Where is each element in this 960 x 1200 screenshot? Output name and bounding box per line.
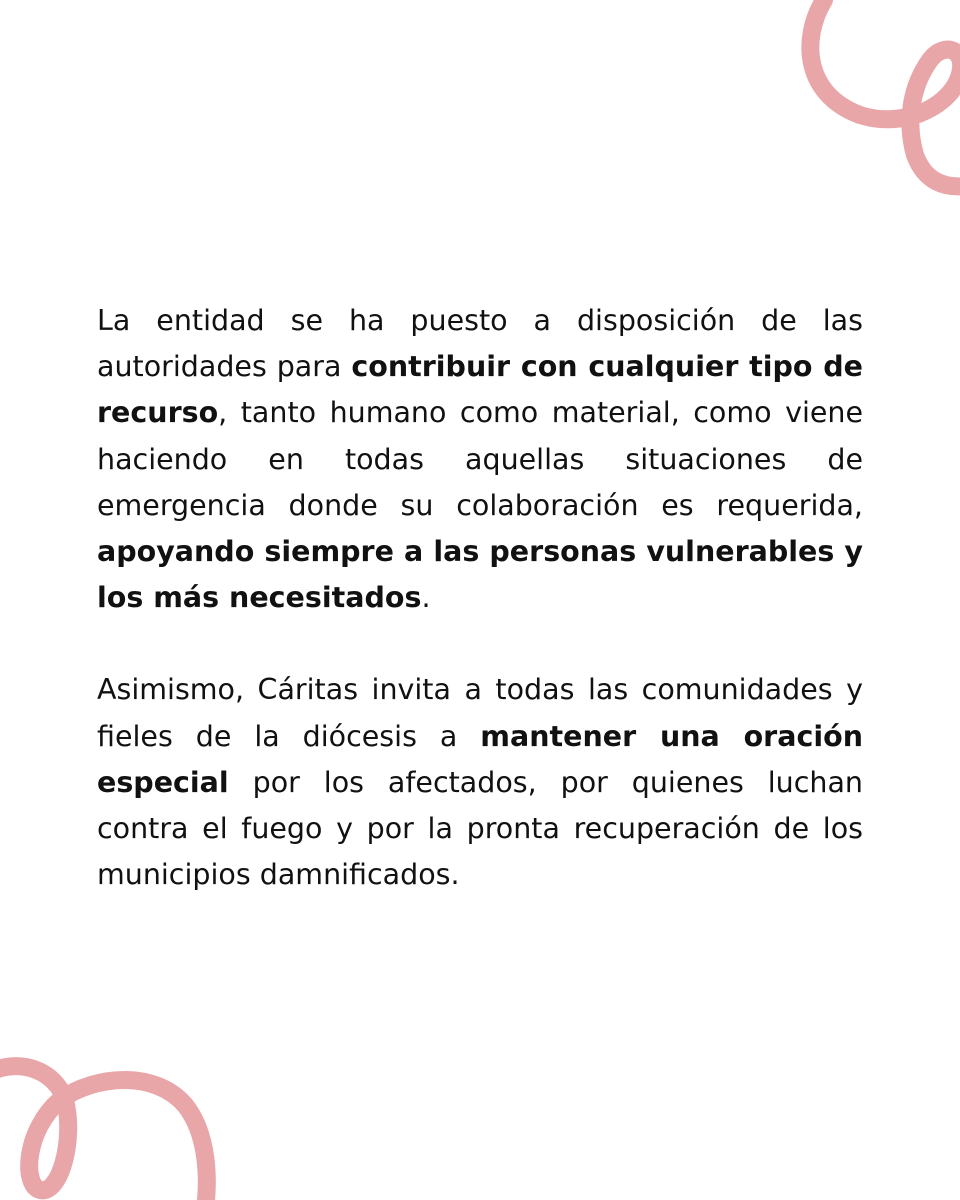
body-text xyxy=(97,298,863,898)
paragraph-1-text-2: , tanto humano como material, como viene haciendo en todas aquellas situaciones de emergencia donde su colaboración es requerida, xyxy=(97,396,863,522)
pink-swirl-top-right-icon xyxy=(780,0,960,200)
paragraph-1-text-3: . xyxy=(421,581,431,615)
paragraph-2 xyxy=(97,667,863,898)
paragraph-2-text-1: Asimismo, Cáritas invita a todas las comunidades y fieles de la diócesis a xyxy=(97,673,863,753)
paragraph-1-bold-2: apoyando siempre a las personas vulnerables y los más necesitados xyxy=(97,535,863,615)
paragraph-1-text-1: La entidad se ha puesto a disposición de las autoridades para xyxy=(97,304,863,384)
paragraph-2-bold-1: mantener una oración especial xyxy=(97,719,863,799)
paragraph-1 xyxy=(97,298,863,621)
pink-swirl-bottom-left-icon xyxy=(0,1040,230,1200)
paragraph-1-bold-1: contribuir con cualquier tipo de recurso xyxy=(97,350,863,430)
paragraph-2-text-2: por los afectados, por quienes luchan contra el fuego y por la pronta recuperación de los municipios damnificados. xyxy=(97,765,863,892)
